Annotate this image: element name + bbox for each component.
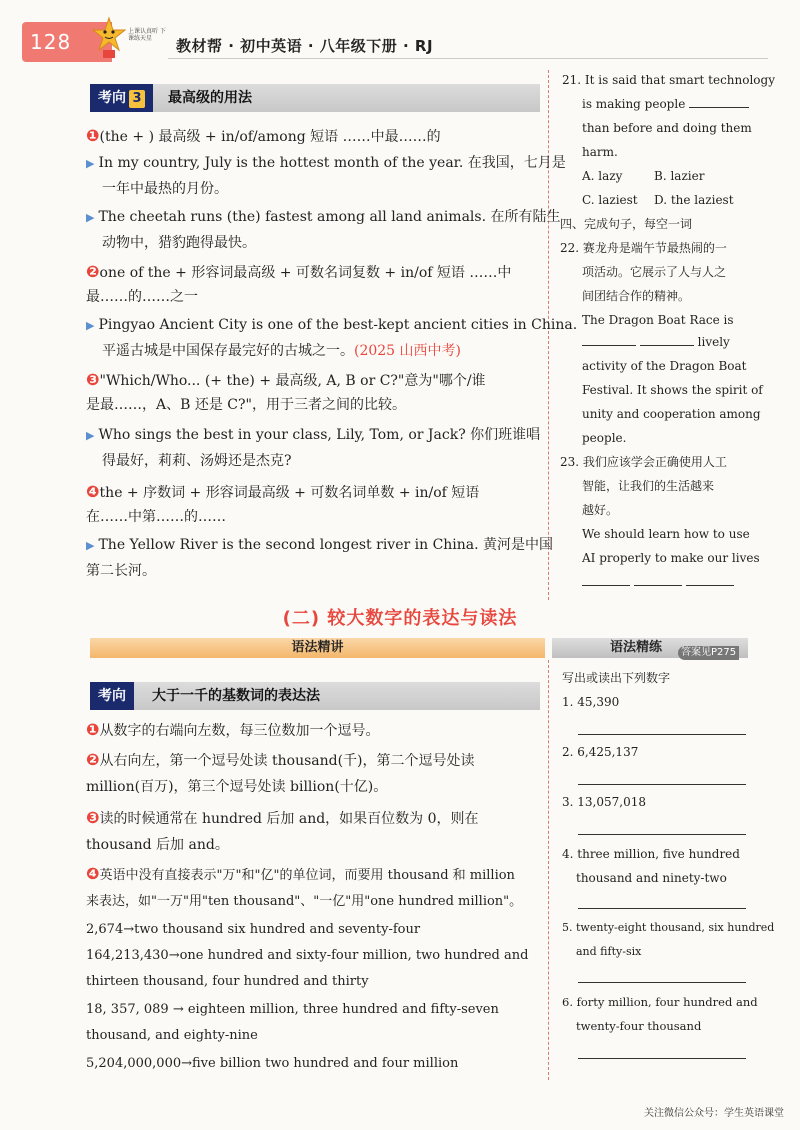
- triangle-bullet-icon: ▶: [86, 539, 95, 552]
- number-example-2-cont: thirteen thousand, four hundred and thirty: [86, 974, 369, 989]
- number-4-icon: ❹: [86, 482, 100, 501]
- q21-line2: is making people: [582, 92, 749, 116]
- section-heading: [90, 84, 540, 112]
- answer-blank[interactable]: [582, 331, 636, 346]
- rule-4: ❹the + 序数词 + 形容词最高级 + 可数名词单数 + in/of 短语: [86, 482, 480, 501]
- section-tag: 考向: [90, 682, 134, 710]
- section-heading: [90, 682, 540, 710]
- q22-en4: Festival. It shows the spirit of: [582, 383, 763, 397]
- section-title: 大于一千的基数词的表达法: [152, 688, 320, 704]
- q23-line2: 智能，让我们的生活越来: [582, 479, 715, 493]
- header-rule: [168, 58, 768, 59]
- example-2-cont: 动物中，猎豹跑得最快。: [102, 235, 256, 251]
- chapter-title: (二) 较大数字的表达与读法: [282, 608, 518, 629]
- rule-4-cont: 在……中第……的……: [86, 509, 226, 525]
- example-1-cont: 一年中最热的月份。: [102, 181, 228, 197]
- number-rule-3-cont: thousand 后加 and。: [86, 837, 229, 853]
- answer-line[interactable]: [578, 1058, 746, 1059]
- number-example-2: 164,213,430→one hundred and sixty-four million, two hundred and: [86, 948, 529, 963]
- rule-3-cont: 是最……，A、B 还是 C?"，用于三者之间的比较。: [86, 397, 406, 413]
- number-example-3-cont: thousand, and eighty-nine: [86, 1028, 258, 1043]
- q21-option-c: C. laziest: [582, 193, 638, 207]
- exercise-q6-cont: twenty-four thousand: [576, 1019, 702, 1033]
- q23-en2: AI properly to make our lives: [582, 551, 760, 565]
- number-3-icon: ❸: [86, 370, 100, 389]
- q21-line3: than before and doing them: [582, 121, 752, 135]
- page-header: [0, 0, 800, 70]
- q22-line1: 22. 赛龙舟是端午节最热闹的一: [560, 241, 727, 255]
- rule-2-cont: 最……的……之一: [86, 289, 198, 305]
- q23-en1: We should learn how to use: [582, 527, 750, 541]
- q22-en2: lively: [582, 330, 730, 354]
- q21-option-b: B. lazier: [654, 169, 705, 183]
- footer-note: 关注微信公众号：学生英语课堂: [644, 1108, 784, 1119]
- triangle-bullet-icon: ▶: [86, 211, 95, 224]
- example-5-cont: 第二长河。: [86, 563, 156, 579]
- exercise-q3: 3. 13,057,018: [562, 795, 646, 809]
- number-rule-4-cont: 来表达，如"一万"用"ten thousand"、"一亿"用"one hundred million"。: [86, 894, 523, 909]
- q21-line1: 21. It is said that smart technology: [562, 73, 775, 87]
- example-3: ▶ Pingyao Ancient City is one of the best-kept ancient cities in China.: [86, 317, 578, 333]
- answer-reference: 答案见P275: [678, 646, 739, 660]
- number-example-3: 18, 357, 089 → eighteen million, three hundred and fifty-seven: [86, 1002, 499, 1017]
- answer-blank[interactable]: [634, 571, 682, 586]
- number-rule-2-cont: million(百万)，第三个逗号处读 billion(十亿)。: [86, 779, 388, 795]
- q22-line3: 间团结合作的精神。: [582, 289, 691, 303]
- rule-3: ❸"Which/Who... (+ the) + 最高级, A, B or C?"意为"哪个/谁: [86, 370, 486, 389]
- number-rule-4: ❹英语中没有直接表示"万"和"亿"的单位词，而要用 thousand 和 million: [86, 864, 515, 883]
- answer-line[interactable]: [578, 784, 746, 785]
- q21-line4: harm.: [582, 145, 618, 159]
- example-5: ▶ The Yellow River is the second longest river in China. 黄河是中国: [86, 537, 554, 553]
- book-title: 教材帮 · 初中英语 · 八年级下册 · RJ: [176, 37, 434, 55]
- answer-blank[interactable]: [640, 331, 694, 346]
- exercise-q4-cont: thousand and ninety-two: [576, 871, 727, 885]
- number-3-icon: ❸: [86, 808, 100, 827]
- answer-line[interactable]: [578, 982, 746, 983]
- rule-1: ❶(the + ) 最高级 + in/of/among 短语 ……中最……的: [86, 126, 441, 145]
- number-2-icon: ❷: [86, 262, 100, 281]
- triangle-bullet-icon: ▶: [86, 429, 95, 442]
- part4-title: 四、完成句子，每空一词: [560, 217, 693, 231]
- example-1: ▶ In my country, July is the hottest month of the year. 在我国，七月是: [86, 155, 566, 171]
- q23-line1: 23. 我们应该学会正确使用人工: [560, 455, 727, 469]
- q21-option-a: A. lazy: [582, 169, 623, 183]
- number-rule-3: ❸读的时候通常在 hundred 后加 and，如果百位数为 0，则在: [86, 808, 479, 827]
- q21-option-d: D. the laziest: [654, 193, 734, 207]
- exercise-q1: 1. 45,390: [562, 695, 620, 709]
- q23-line3: 越好。: [582, 503, 619, 517]
- number-example-1: 2,674→two thousand six hundred and seventy-four: [86, 922, 421, 937]
- answer-line[interactable]: [578, 908, 746, 909]
- exercise-q4: 4. three million, five hundred: [562, 847, 740, 861]
- grammar-explanation-bar: 语法精讲: [90, 638, 545, 658]
- answer-line[interactable]: [578, 734, 746, 735]
- exercise-q5: 5. twenty-eight thousand, six hundred: [562, 921, 775, 934]
- q23-blanks: [582, 570, 734, 594]
- example-3-cont: 平遥古城是中国保存最完好的古城之一。(2025 山西中考): [102, 343, 462, 359]
- q22-en3: activity of the Dragon Boat: [582, 359, 747, 373]
- number-2-icon: ❷: [86, 750, 100, 769]
- number-4-icon: ❹: [86, 864, 100, 883]
- section-tag: 考向 3: [90, 84, 153, 112]
- exercise-instruction: 写出或读出下列数字: [562, 671, 671, 685]
- section-title: 最高级的用法: [168, 90, 252, 106]
- number-rule-1: ❶从数字的右端向左数，每三位数加一个逗号。: [86, 720, 380, 739]
- answer-line[interactable]: [578, 834, 746, 835]
- answer-blank[interactable]: [582, 571, 630, 586]
- answer-blank[interactable]: [689, 93, 749, 108]
- exercise-q5-cont: and fifty-six: [576, 945, 642, 958]
- example-4-cont: 得最好，莉莉、汤姆还是杰克?: [102, 453, 292, 469]
- q22-en5: unity and cooperation among: [582, 407, 761, 421]
- q22-en6: people.: [582, 431, 627, 445]
- page-number: 128: [30, 30, 72, 54]
- exercise-q6: 6. forty million, four hundred and: [562, 995, 758, 1009]
- q22-en1: The Dragon Boat Race is: [582, 313, 734, 327]
- number-1-icon: ❶: [86, 720, 100, 739]
- grammar-practice-bar: 语法精练: [552, 638, 748, 658]
- rule-2: ❷one of the + 形容词最高级 + 可数名词复数 + in/of 短语 ……中: [86, 262, 512, 281]
- exam-source: (2025 山西中考): [354, 343, 462, 359]
- example-2: ▶ The cheetah runs (the) fastest among all land animals. 在所有陆生: [86, 209, 561, 225]
- slogan: 上课认真听 下课练天星: [128, 28, 166, 42]
- q22-line2: 项活动。它展示了人与人之: [582, 265, 727, 279]
- number-example-4: 5,204,000,000→five billion two hundred and four million: [86, 1056, 459, 1071]
- column-divider: [548, 660, 549, 1080]
- answer-blank[interactable]: [686, 571, 734, 586]
- triangle-bullet-icon: ▶: [86, 319, 95, 332]
- number-rule-2: ❷从右向左，第一个逗号处读 thousand(千)，第二个逗号处读: [86, 750, 475, 769]
- number-1-icon: ❶: [86, 126, 100, 145]
- triangle-bullet-icon: ▶: [86, 157, 95, 170]
- example-4: ▶ Who sings the best in your class, Lily, Tom, or Jack? 你们班谁唱: [86, 427, 541, 443]
- star-mascot-icon: [92, 16, 126, 60]
- exercise-q2: 2. 6,425,137: [562, 745, 639, 759]
